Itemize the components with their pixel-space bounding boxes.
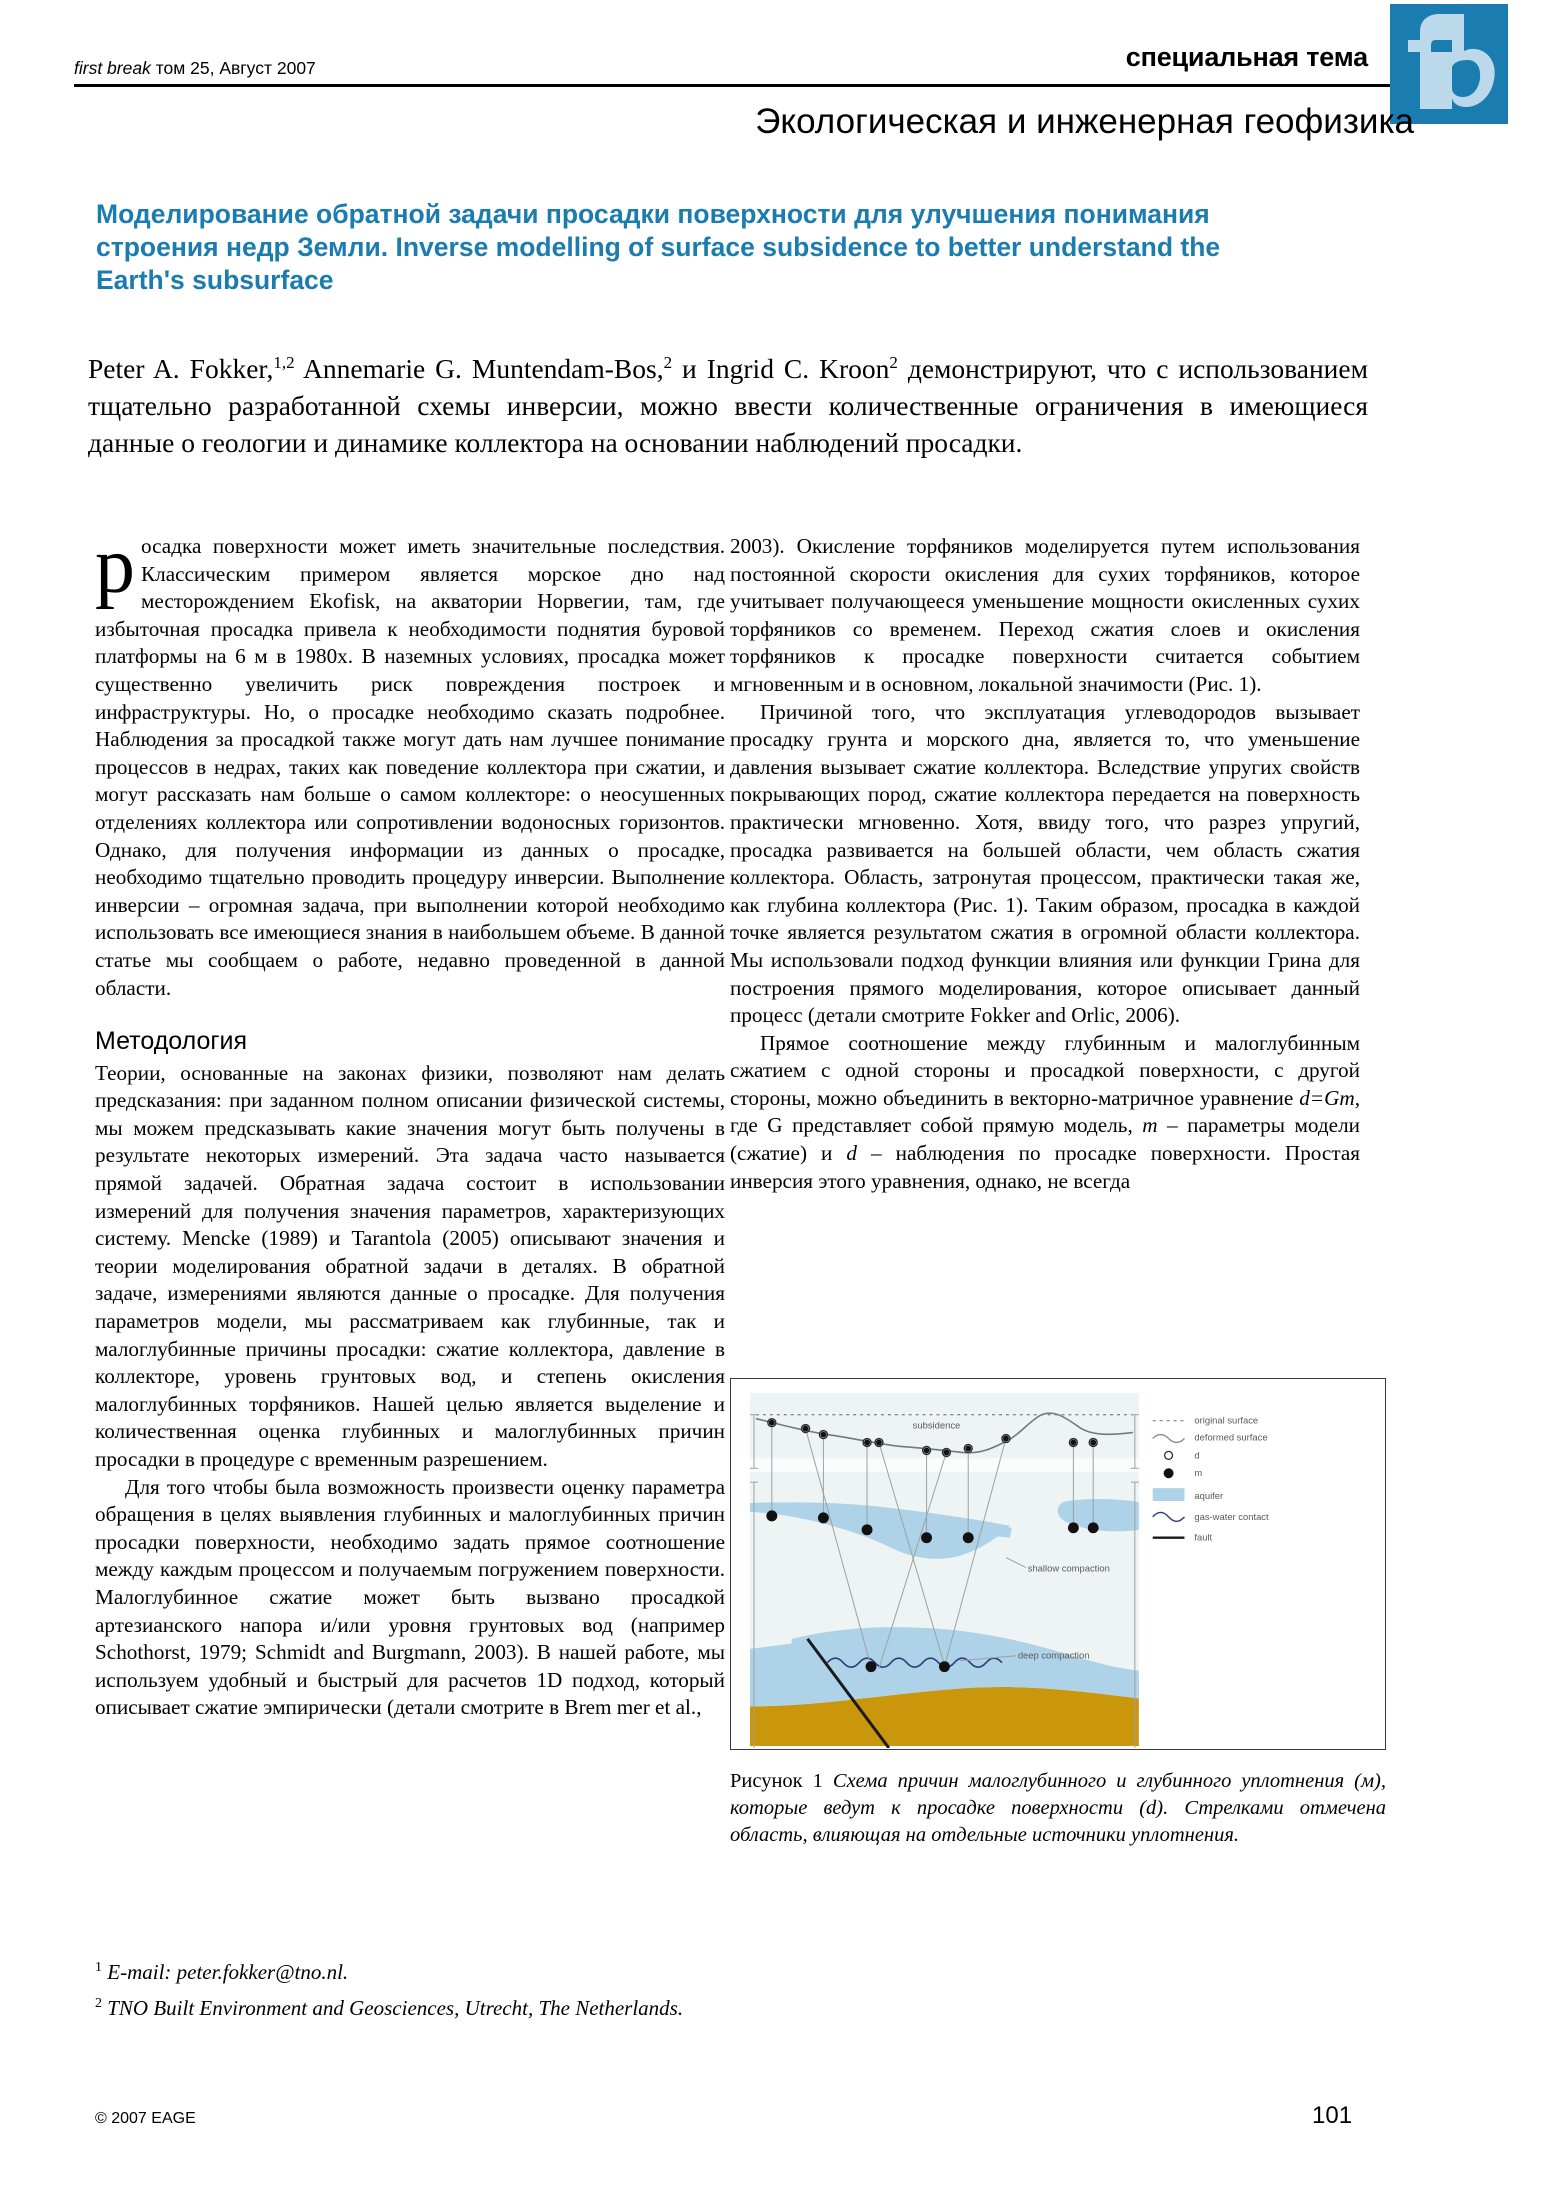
author-3-affiliation: 2 [889,353,898,372]
figure-1-caption [730,1768,1386,1849]
legend-label-aquifer: aquifer [1194,1490,1224,1502]
footnote-2-marker: 2 [95,1996,102,2011]
footnote-2 [95,1988,995,2024]
right-paragraph-3-part-e: – наблюдения по просадке поверхности. Простая инверсия этого уравнения, однако, не всегда [730,1141,1360,1193]
legend-swatch-d [1165,1451,1173,1459]
symbol-m: m [1142,1113,1158,1138]
abstract-text: демонстрируют, что с использованием тщательно разработанной схемы инверсии, можно ввести количественные ограничения в имеющиеся данные о геологии и динамике коллектора на основании наблюдений просадки. [88,353,1369,459]
header-rule [74,84,1390,87]
legend-label-fault: fault [1194,1531,1213,1543]
author-1-affiliation: 1,2 [273,353,295,372]
legend-swatch-aquifer [1153,1488,1185,1501]
label-deep-compaction: deep compaction [1017,1649,1090,1661]
author-3: и Ingrid C. Kroon [672,353,890,385]
label-subsidence: subsidence [912,1419,961,1431]
figure-1 [730,1378,1386,1750]
symbol-d: d [846,1141,858,1166]
running-head [74,58,316,79]
footnotes-block [95,1952,995,2024]
left-paragraph-3: Для того чтобы была возможность произвести оценку параметра обращения в целях выявления глубинных и малоглубинных причин просадки поверхности, необходимо задать прямое соотношение между каждым процессом и получаемым погружением поверхности. Малоглубинное сжатие может быть вызвано просадкой артезианского напора и/или уровня грунтовых вод (например Schothorst, 1979; Schmidt and Burgmann, 2003). В нашей работе, мы используем удобный и быстрый для расчетов 1D подход, который описывает сжатие эмпирически (детали смотрите в Brem mer et al., [95,1474,725,1720]
journal-name: first break [74,58,151,78]
figure-caption-label: Рисунок 1 [730,1770,833,1792]
figure-caption-text: Схема причин малоглубинного и глубинного уплотнения (м), которые ведут к просадке поверхности (d). Стрелками отмечена область, влияющая на отдельные источники уплотнения. [730,1770,1386,1846]
legend-swatch-deformed-surface [1153,1435,1185,1443]
abstract-block [88,344,1368,461]
author-2-affiliation: 2 [663,353,673,372]
article-title: Моделирование обратной задачи просадки поверхности для улучшения понимания строения недр Земли. Inverse modelling of surface subsidence to better understand the Earth's subsurface [96,199,1221,295]
right-column [730,533,1360,1195]
footnote-1-marker: 1 [95,1960,102,1975]
right-paragraph-1: 2003). Окисление торфяников моделируется путем использования постоянной скорости окисления для сухих торфяников, которое учитывает получающееся уменьшение мощности окисленных сухих торфяников со временем. Переход сжатия слоев и окисления торфяников к просадке поверхности считается событием мгновенным и в основном, локальной значимости (Рис. 1). [730,534,1360,696]
footnote-2-text: TNO Built Environment and Geosciences, Utrecht, The Netherlands. [102,1996,684,2020]
right-paragraph-3 [730,1030,1360,1196]
right-paragraph-3-part-a: Прямое соотношение между глубинным и малоглубинным сжатием с одной стороны и просадкой поверхности, с другой стороны, можно объединить в векторно-матричное уравнение [730,1030,1360,1110]
legend-label-original-surface: original surface [1194,1414,1259,1426]
methodology-subheading: Методология [95,1027,248,1056]
legend-label-m: m [1194,1467,1203,1479]
legend-label-d: d [1194,1449,1200,1461]
footnote-separator [95,1928,395,1929]
right-paragraph-2: Причиной того, что эксплуатация углеводородов вызывает просадку грунта и морского дна, является то, что уменьшение давления вызывает сжатие коллектора. Вследствие упругих свойств покрывающих пород, сжатие коллектора передается на поверхность практически мгновенно. Хотя, ввиду того, что разрез упругий, просадка развивается на большей области, чем область сжатия коллектора. Область, затронутая процессом, практически такая же, как глубина коллектора (Рис. 1). Таким образом, просадка в каждой точке является результатом сжатия в огромной области коллектора. Мы использовали подход функции влияния или функции Грина для построения прямого моделирования, которое описывает данный процесс (детали смотрите Fokker and Orlic, 2006). [730,699,1360,1028]
right-paragraph-3-part-c: – параметры модели (сжатие) и [730,1113,1360,1166]
author-2: Annemarie G. Muntendam-Bos, [294,353,664,385]
legend-swatch-gas-water-contact [1153,1512,1185,1521]
author-1: Peter A. Fokker, [88,353,274,385]
volume-date: том 25, Август 2007 [150,58,316,78]
left-column [95,522,725,1722]
copyright-notice: © 2007 EAGE [95,2110,196,2127]
legend-swatch-m [1164,1468,1174,1478]
legend-label-gas-water-contact: gas-water contact [1194,1510,1269,1522]
left-paragraph-2: Теории, основанные на законах физики, позволяют нам делать предсказания: при заданном полном описании физической системы, мы можем предсказывать какие значения могут быть получены в результате некоторых измерений. Эта задача часто называется прямой задачей. Обратная задача состоит в использовании измерений для получения значения параметров, характеризующих систему. Mencke (1989) и Tarantola (2005) описывают значения и теории моделирования обратной задачи в деталях. В обратной задаче, измерениями являются данные о просадке. Для получения параметров модели, мы рассматриваем как глубинные, так и малоглубинные причины просадки: сжатие коллектора, давление в коллекторе, уровень грунтовых вод, и степень окисления малоглубинных торфяников. Нашей целью является выделение и количественная оценка глубинных и малоглубинных причин просадки в процедуре с временным разрешением. [95,1060,725,1471]
figure-legend [1153,1415,1269,1543]
section-title: Экологическая и инженерная геофизика [755,102,1414,141]
special-topic-label: специальная тема [1125,42,1368,72]
page-number: 101 [1312,2102,1353,2129]
left-paragraph-1: росадка поверхности может иметь значительные последствия. Классическим примером является морское дно над месторождением Ekofisk, на акватории Норвегии, там, где избыточная просадка привела к необходимости поднятия буровой платформы на 6 м в 1980х. В наземных условиях, просадка может существенно увеличить риск повреждения построек и инфраструктуры. Но, о просадке необходимо сказать подробнее. Наблюдения за просадкой также могут дать нам лучшее понимание процессов в недрах, таких как поведение коллектора при сжатии, и могут рассказать нам больше о самом коллекторе: о неосушенных отделениях коллектора или сопротивлении водоносных горизонтов. Однако, для получения информации из данных о просадке, необходимо тщательно проводить процедуру инверсии. Выполнение инверсии – огромная задача, при выполнении которой необходимо использовать все имеющиеся знания в наибольшем объеме. В данной статье мы сообщаем о работе, недавно проведенной в данной области. [95,522,725,1000]
footnote-1-text: E-mail: peter.fokker@tno.nl. [102,1960,349,1984]
equation-d-equals-gm: d=Gm, [1299,1085,1360,1110]
subsidence-cross-section-diagram [731,1379,1384,1748]
legend-label-deformed-surface: deformed surface [1194,1431,1268,1443]
label-shallow-compaction: shallow compaction [1027,1562,1110,1574]
footnote-1 [95,1952,995,1988]
right-paragraph-3-part-b: где G представляет собой прямую модель, [730,1113,1143,1138]
